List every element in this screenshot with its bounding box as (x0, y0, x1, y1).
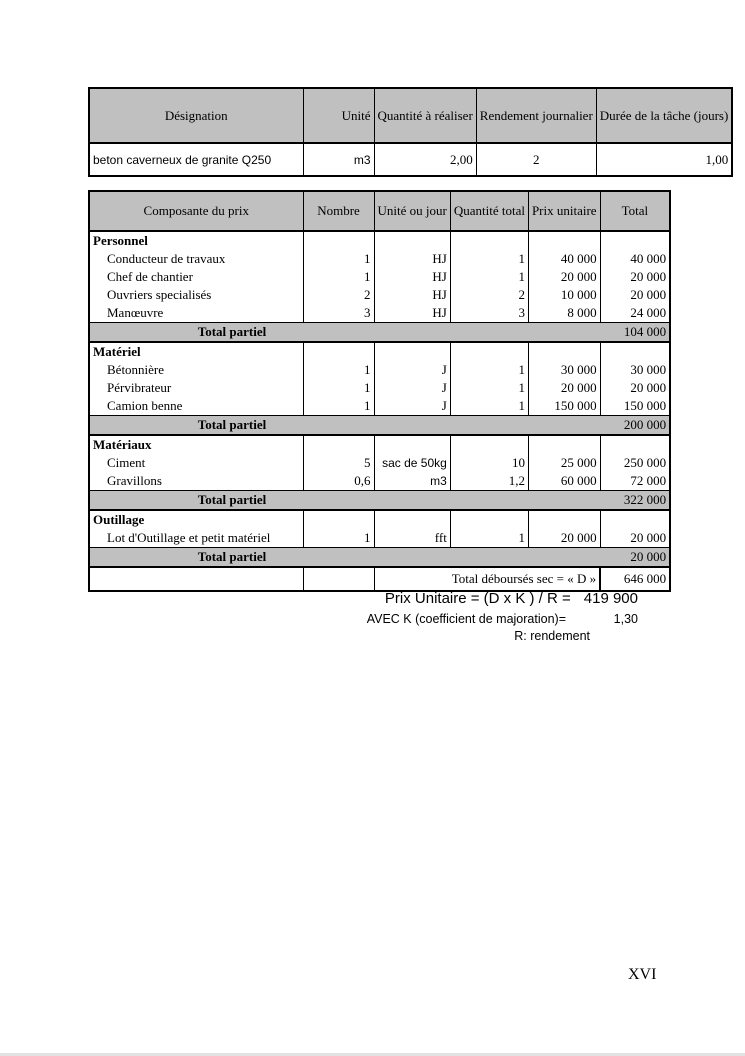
section-title-materiaux (89, 435, 670, 454)
header-quantite-total: Quantité total (450, 191, 528, 231)
section-title-outillage (89, 510, 670, 529)
rendement-value: 2 (476, 143, 596, 176)
total-partial-label: Total partiel (89, 548, 374, 568)
coefficient-label: AVEC K (coefficient de majoration)= (366, 612, 566, 626)
price-table-header (89, 191, 670, 231)
component-label: Manœuvre (107, 305, 164, 320)
section-title-personnel (89, 231, 670, 250)
section-title-label: Matériel (93, 344, 141, 359)
component-label: Ciment (107, 455, 146, 470)
header-designation: Désignation (89, 88, 303, 143)
unit-price-formula (385, 590, 638, 607)
component-row: Chef de chantier 1 HJ 1 20 000 20 000 (89, 268, 670, 286)
quantite-value: 2,00 (374, 143, 476, 176)
total-partial-label: Total partiel (89, 323, 374, 343)
component-row: Ciment 5 sac de 50kg 10 25 000 250 000 (89, 454, 670, 472)
total-partial-row-personnel (89, 323, 670, 343)
component-label: Bétonnière (107, 362, 165, 377)
header-unite: Unité (303, 88, 374, 143)
designation-value: beton caverneux de granite Q250 (93, 152, 272, 167)
total-partial-label: Total partiel (89, 491, 374, 511)
total-partial-row-materiaux (89, 491, 670, 511)
unite-value: m3 (303, 143, 374, 176)
header-composante: Composante du prix (89, 191, 303, 231)
component-label: Camion benne (107, 398, 183, 413)
header-duree-tache: Durée de la tâche (jours) (596, 88, 732, 143)
duree-value: 1,00 (596, 143, 732, 176)
unit-price-formula-label: Prix Unitaire = (D x K ) / R = (384, 590, 571, 607)
component-label: Pérvibrateur (107, 380, 172, 395)
component-row: Gravillons 0,6 m3 1,2 60 000 72 000 (89, 472, 670, 491)
component-label: Gravillons (107, 473, 162, 488)
component-row: Lot d'Outillage et petit matériel 1 fft 1 20 000 20 000 (89, 529, 670, 548)
component-label: Lot d'Outillage et petit matériel (107, 530, 271, 545)
coefficient-formula (367, 612, 638, 626)
total-partial-value: 104 000 (600, 323, 670, 343)
section-title-label: Outillage (93, 512, 145, 527)
total-partial-row-materiel (89, 416, 670, 436)
component-row: Pérvibrateur 1 J 1 20 000 20 000 (89, 379, 670, 397)
total-partial-value: 322 000 (600, 491, 670, 511)
component-label: Conducteur de travaux (107, 251, 226, 266)
header-prix-unitaire: Prix unitaire (528, 191, 600, 231)
header-unite-ou-jour: Unité ou jour (374, 191, 450, 231)
component-label: Ouvriers specialisés (107, 287, 212, 302)
section-title-label: Matériaux (93, 437, 152, 452)
section-title-label: Personnel (93, 233, 148, 248)
designation-table (88, 87, 733, 177)
component-row: Ouvriers specialisés 2 HJ 2 10 000 20 000 (89, 286, 670, 304)
coefficient-value: 1,30 (613, 612, 638, 626)
price-components-table (88, 190, 671, 592)
total-partial-value: 20 000 (600, 548, 670, 568)
component-label: Chef de chantier (107, 269, 193, 284)
designation-row (89, 143, 732, 176)
rendement-note: R: rendement (514, 629, 590, 643)
designation-table-header (89, 88, 732, 143)
component-row: Conducteur de travaux 1 HJ 1 40 000 40 000 (89, 250, 670, 268)
page-number: XVI (628, 966, 657, 983)
total-partial-row-outillage (89, 548, 670, 568)
component-row: Camion benne 1 J 1 150 000 150 000 (89, 397, 670, 416)
grand-total-value: 646 000 (600, 567, 670, 591)
header-total: Total (600, 191, 670, 231)
unit-price-value: 419 900 (583, 590, 638, 607)
total-partial-value: 200 000 (600, 416, 670, 436)
header-rendement-journalier: Rendement journalier (476, 88, 596, 143)
section-title-materiel (89, 342, 670, 361)
component-row: Bétonnière 1 J 1 30 000 30 000 (89, 361, 670, 379)
header-nombre: Nombre (303, 191, 374, 231)
component-row: Manœuvre 3 HJ 3 8 000 24 000 (89, 304, 670, 323)
total-partial-label: Total partiel (89, 416, 374, 436)
header-quantite-a-realiser: Quantité à réaliser (374, 88, 476, 143)
grand-total-label: Total déboursés sec = « D » (374, 567, 600, 591)
grand-total-row (89, 567, 670, 591)
